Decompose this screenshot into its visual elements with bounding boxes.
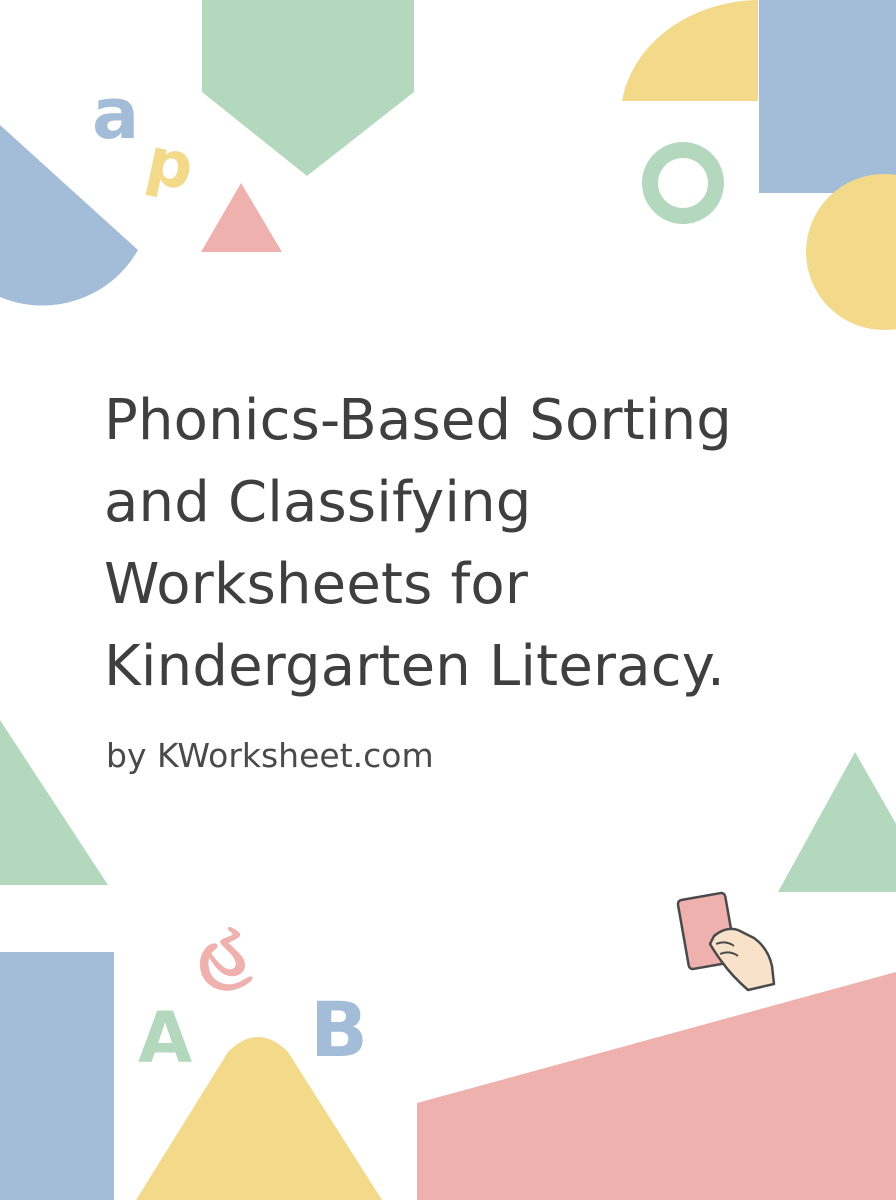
gujarati-letter-decor: હ: [198, 904, 253, 993]
letter-p-decor: p: [139, 123, 201, 206]
page-title: [104, 380, 864, 708]
letter-A-decor: A: [138, 997, 193, 1079]
title-line-2: and Classifying: [104, 470, 532, 535]
green-ring-shape: [650, 150, 716, 216]
blue-bottom-rectangle-shape: [0, 952, 114, 1200]
title-line-3: Worksheets for: [104, 552, 529, 617]
green-left-triangle-shape: [0, 720, 108, 885]
pink-parallelogram-shape: [417, 972, 896, 1200]
blue-rectangle-shape: [759, 0, 896, 193]
byline: by KWorksheet.com: [106, 736, 434, 775]
green-right-triangle-shape: [778, 752, 896, 892]
pink-small-triangle-shape: [201, 183, 282, 252]
hand-holding-card-icon: [677, 892, 774, 990]
title-line-4: Kindergarten Literacy.: [104, 634, 726, 699]
letter-a-decor: a: [92, 73, 140, 155]
letter-B-decor: B: [310, 985, 368, 1074]
green-arrow-shape: [202, 0, 414, 176]
title-line-1: Phonics-Based Sorting: [104, 388, 733, 453]
yellow-quarter-shape: [622, 0, 758, 101]
yellow-circle-shape: [806, 174, 896, 330]
